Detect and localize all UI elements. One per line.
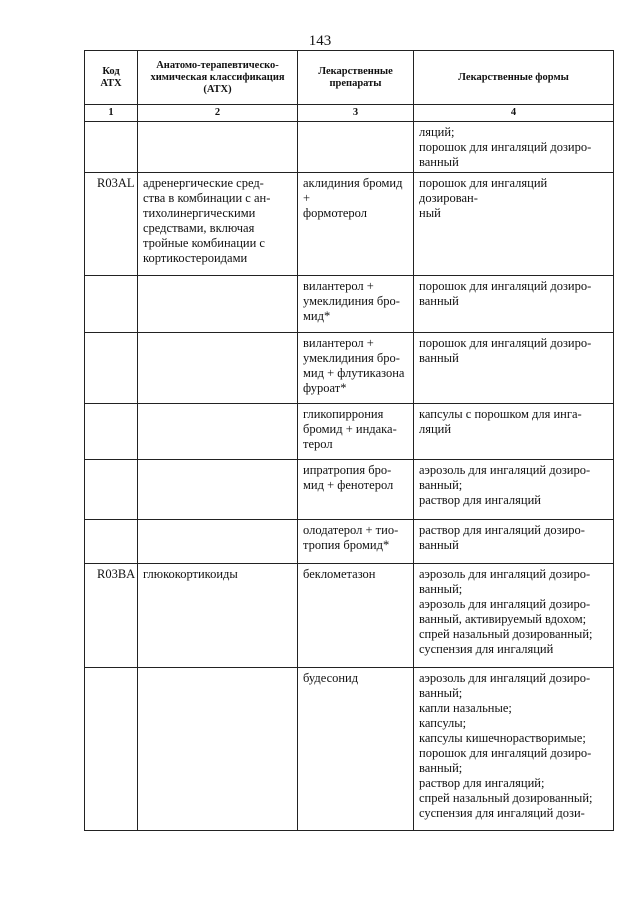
table-row <box>85 404 614 460</box>
table-row <box>85 520 614 564</box>
header-drugs: Лекарственные препараты <box>298 51 414 105</box>
page-number: 143 <box>308 33 332 49</box>
header-code: Код АТХ <box>85 51 138 105</box>
drug-cell: вилантерол + умеклидиния бро- мид + флутиказона фуроат* <box>298 333 414 404</box>
table-header-row <box>85 51 614 105</box>
table-row <box>85 173 614 276</box>
dosage-forms-cell: порошок для ингаляций дозиро- ванный <box>414 276 614 333</box>
classification-cell <box>138 668 298 831</box>
atc-code-cell <box>85 404 138 460</box>
classification-cell: адренергические сред- ства в комбинации с ан- тихолинергическими средствами, включая тройные комбинации с кортикостероидами <box>138 173 298 276</box>
dosage-forms-cell: порошок для ингаляций дозиро- ванный <box>414 333 614 404</box>
drug-cell <box>298 122 414 173</box>
table-row <box>85 460 614 520</box>
classification-cell <box>138 520 298 564</box>
column-number: 1 <box>85 105 138 122</box>
drug-cell: аклидиния бромид + формотерол <box>298 173 414 276</box>
classification-cell <box>138 333 298 404</box>
atc-code-cell: R03AL <box>85 173 138 276</box>
drug-cell: гликопиррония бромид + индака- терол <box>298 404 414 460</box>
header-classification: Анатомо-терапевтическо- химическая классификация (АТХ) <box>138 51 298 105</box>
dosage-forms-cell: аэрозоль для ингаляций дозиро- ванный; аэрозоль для ингаляций дозиро- ванный, активируемый вдохом; спрей назальный дозированный; суспензия для ингаляций <box>414 564 614 668</box>
atc-code-cell <box>85 668 138 831</box>
drug-cell: олодатерол + тио- тропия бромид* <box>298 520 414 564</box>
atc-code-cell <box>85 276 138 333</box>
classification-cell <box>138 122 298 173</box>
drug-cell: будесонид <box>298 668 414 831</box>
column-number-row <box>85 105 614 122</box>
header-forms: Лекарственные формы <box>414 51 614 105</box>
atc-code-cell <box>85 460 138 520</box>
dosage-forms-cell: капсулы с порошком для инга- ляций <box>414 404 614 460</box>
drug-cell: ипратропия бро- мид + фенотерол <box>298 460 414 520</box>
dosage-forms-cell: аэрозоль для ингаляций дозиро- ванный; капли назальные; капсулы; капсулы кишечнорастворимые; порошок для ингаляций дозиро- ванный; раствор для ингаляций; спрей назальный дозированный; суспензия для ингаляций дози- <box>414 668 614 831</box>
table-row <box>85 333 614 404</box>
table-row <box>85 276 614 333</box>
atc-code-cell <box>85 333 138 404</box>
classification-cell <box>138 404 298 460</box>
dosage-forms-cell: ляций; порошок для ингаляций дозиро- ванный <box>414 122 614 173</box>
atc-code-cell <box>85 122 138 173</box>
atc-drug-table <box>84 50 614 831</box>
drug-cell: вилантерол + умеклидиния бро- мид* <box>298 276 414 333</box>
classification-cell: глюкокортикоиды <box>138 564 298 668</box>
table-row <box>85 564 614 668</box>
dosage-forms-cell: порошок для ингаляций дозирован- ный <box>414 173 614 276</box>
classification-cell <box>138 276 298 333</box>
atc-code-cell <box>85 520 138 564</box>
table-row <box>85 122 614 173</box>
atc-code-cell: R03BA <box>85 564 138 668</box>
classification-cell <box>138 460 298 520</box>
column-number: 4 <box>414 105 614 122</box>
dosage-forms-cell: аэрозоль для ингаляций дозиро- ванный; раствор для ингаляций <box>414 460 614 520</box>
drug-cell: беклометазон <box>298 564 414 668</box>
table-row <box>85 668 614 831</box>
column-number: 2 <box>138 105 298 122</box>
dosage-forms-cell: раствор для ингаляций дозиро- ванный <box>414 520 614 564</box>
column-number: 3 <box>298 105 414 122</box>
